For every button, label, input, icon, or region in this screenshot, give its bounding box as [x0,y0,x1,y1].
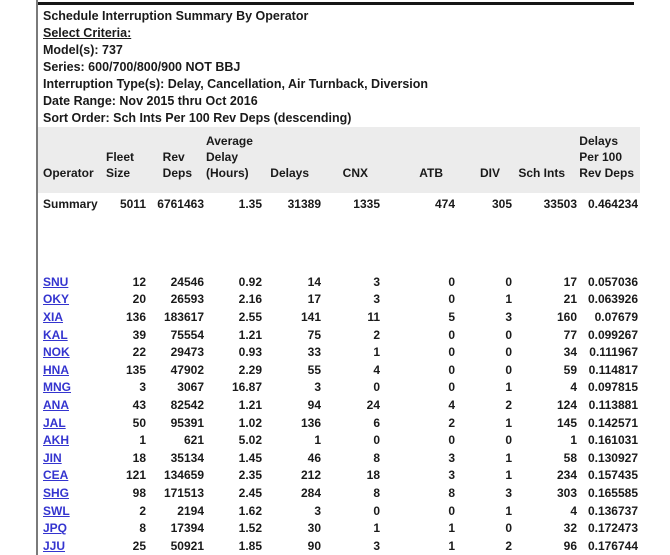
col-header-sch_ints [514,127,579,193]
cell-div: 3 [505,309,512,324]
cell-avg_delay_hours: 0.92 [238,274,262,289]
operator-row-SWL [38,502,640,520]
cell-sch_ints: 124 [556,397,577,412]
cell-operator [38,484,102,502]
cell-delays_per_100_rev_deps: 0.165585 [587,485,638,500]
cell-delays: 141 [300,309,321,324]
operator-row-SNU [38,273,640,291]
page-title: Schedule Interruption Summary By Operator [43,9,309,23]
col-header-line: ATB [419,166,443,180]
operator-row-JJU [38,537,640,555]
cell-rev_deps: 95391 [170,415,204,430]
cell-atb: 0 [448,362,455,377]
cell-delays_per_100_rev_deps: 0.157435 [587,468,638,483]
cell-fleet_size: 12 [132,274,146,289]
report-header [38,0,670,127]
cell-fleet_size: 39 [132,327,146,342]
cell-delays: 212 [300,468,321,483]
cell-cnx: 1 [373,345,380,360]
cell-fleet_size: 50 [132,415,146,430]
operator-link[interactable]: AKH [43,433,69,448]
cell-atb: 474 [434,197,455,211]
cell-div: 0 [505,345,512,360]
cell-rev_deps: 26593 [170,292,204,307]
cell-delays_per_100_rev_deps: 0.113881 [588,397,638,412]
cell-cnx: 6 [373,415,380,430]
cell-delays: 3 [314,503,321,518]
cell-cnx: 2 [373,327,380,342]
interruption-summary-table [38,127,640,555]
cell-sch_ints: 32 [563,521,577,536]
cell-rev_deps: 134659 [163,468,204,483]
col-header-delays [264,127,323,193]
col-header-line: Per 100 [579,150,622,164]
cell-operator [38,308,102,326]
cell-delays_per_100_rev_deps: 0.099267 [587,327,638,342]
cell-delays_per_100_rev_deps: 0.464234 [587,197,638,211]
cell-delays_per_100_rev_deps: 0.057036 [587,274,638,289]
cell-fleet_size: 20 [132,292,146,307]
header-row [38,127,640,193]
cell-delays: 46 [307,450,321,465]
operator-link[interactable]: HNA [43,362,69,377]
cell-div: 2 [505,538,512,553]
cell-sch_ints: 145 [556,415,577,430]
cell-avg_delay_hours: 16.87 [231,380,262,395]
cell-delays: 75 [307,327,321,342]
cell-div: 1 [505,380,512,395]
cell-cnx: 18 [366,468,380,483]
cell-fleet_size: 8 [139,521,146,536]
cell-rev_deps: 2194 [177,503,204,518]
cell-avg_delay_hours: 1.21 [238,327,262,342]
cell-atb: 0 [448,503,455,518]
cell-sch_ints: 4 [570,380,577,395]
cell-avg_delay_hours: 5.02 [238,433,262,448]
operator-row-OKY [38,291,640,309]
cell-avg_delay_hours: 2.29 [238,362,262,377]
cell-operator [38,537,102,555]
col-header-atb [382,127,457,193]
cell-div: 1 [505,503,512,518]
cell-delays_per_100_rev_deps: 0.063926 [587,292,638,307]
cell-sch_ints: 303 [556,485,577,500]
cell-rev_deps: 183617 [163,309,204,324]
cell-operator [38,502,102,520]
table-body [38,193,640,555]
cell-operator [38,431,102,449]
cell-cnx: 3 [373,538,380,553]
summary-row [38,193,640,215]
cell-div: 0 [505,433,512,448]
operator-link[interactable]: OKY [43,292,70,307]
operator-row-HNA [38,361,640,379]
operator-row-AKH [38,431,640,449]
cell-fleet_size: 98 [132,485,146,500]
cell-avg_delay_hours: 1.62 [238,503,262,518]
cell-avg_delay_hours: 1.02 [238,415,262,430]
cell-operator [38,326,102,344]
cell-div: 1 [505,450,512,465]
operator-link[interactable]: JPQ [43,521,68,536]
cell-fleet_size: 3 [139,380,146,395]
cell-fleet_size: 18 [132,450,146,465]
cell-rev_deps: 47902 [170,362,204,377]
cell-avg_delay_hours: 1.21 [238,397,262,412]
cell-sch_ints: 160 [556,309,577,324]
col-header-line: Operator [43,166,94,180]
operator-link[interactable]: JAL [43,415,66,430]
operator-link[interactable]: JIN [43,450,62,465]
cell-div: 2 [505,397,512,412]
cell-sch_ints: 58 [563,450,577,465]
cell-cnx: 3 [373,292,380,307]
cell-atb: 2 [448,415,455,430]
cell-cnx: 8 [373,485,380,500]
table-gap [38,215,640,273]
cell-fleet_size: 121 [125,468,146,483]
cell-operator [38,273,102,291]
cell-delays_per_100_rev_deps: 0.130927 [587,450,638,465]
operator-link[interactable]: NOK [43,345,70,360]
col-header-line: Rev [162,150,185,164]
col-header-line: Sch Ints [518,166,565,180]
cell-delays: 31389 [287,197,321,211]
col-header-line: Fleet [105,150,134,164]
cell-div: 1 [505,415,512,430]
operator-row-JPQ [38,519,640,537]
cell-atb: 5 [448,309,455,324]
cell-fleet_size: 43 [132,397,146,412]
cell-sch_ints: 234 [556,468,577,483]
cell-fleet_size: 135 [125,362,146,377]
cell-div: 0 [505,327,512,342]
cell-sch_ints: 34 [563,345,577,360]
cell-cnx: 1335 [353,197,380,211]
col-header-rev_deps [148,127,206,193]
cell-sch_ints: 17 [563,274,577,289]
cell-cnx: 8 [373,450,380,465]
cell-operator [38,291,102,309]
col-header-line: (Hours) [206,166,249,180]
cell-sch_ints: 33503 [543,197,577,211]
cell-delays: 136 [300,415,321,430]
cell-sch_ints: 1 [570,433,577,448]
col-header-line: Delay [206,150,239,164]
cell-delays_per_100_rev_deps: 0.176744 [587,538,638,553]
operator-row-NOK [38,343,640,361]
cell-delays: 14 [307,274,321,289]
cell-cnx: 0 [373,380,380,395]
cell-delays_per_100_rev_deps: 0.111967 [589,345,638,360]
cell-delays_per_100_rev_deps: 0.172473 [587,521,638,536]
cell-avg_delay_hours: 1.52 [238,521,262,536]
report-sheet [36,0,670,555]
cell-atb: 0 [448,292,455,307]
cell-avg_delay_hours: 2.16 [238,292,262,307]
cell-operator [38,449,102,467]
col-header-line: Delays [270,166,309,180]
cell-delays: 33 [307,345,321,360]
cell-avg_delay_hours: 1.35 [238,197,262,211]
cell-cnx: 4 [373,362,380,377]
cell-atb: 8 [448,485,455,500]
cell-avg_delay_hours: 1.45 [238,450,262,465]
cell-rev_deps: 6761463 [157,197,204,211]
cell-rev_deps: 24546 [170,274,204,289]
cell-rev_deps: 75554 [170,327,204,342]
operator-link[interactable]: SNU [43,274,69,289]
cell-rev_deps: 621 [183,433,204,448]
cell-operator: Summary [43,197,98,211]
col-header-div [457,127,514,193]
cell-operator [38,343,102,361]
operator-link[interactable]: ANA [43,397,69,412]
cell-sch_ints: 4 [570,503,577,518]
operator-link[interactable]: SWL [43,503,70,518]
cell-atb: 0 [448,327,455,342]
cell-rev_deps: 17394 [170,521,204,536]
cell-delays: 17 [307,292,321,307]
operator-link[interactable]: CEA [43,468,69,483]
cell-fleet_size: 136 [125,309,146,324]
cell-rev_deps: 35134 [170,450,204,465]
operator-row-SHG [38,484,640,502]
cell-div: 0 [505,521,512,536]
cell-sch_ints: 21 [563,292,577,307]
operator-link[interactable]: KAL [43,327,68,342]
col-header-line: Average [206,134,253,148]
criteria-series: Series: 600/700/800/900 NOT BBJ [43,60,241,74]
cell-operator [38,396,102,414]
criteria-date-range: Date Range: Nov 2015 thru Oct 2016 [43,94,258,108]
cell-rev_deps: 3067 [177,380,204,395]
operator-row-KAL [38,326,640,344]
cell-div: 1 [505,468,512,483]
cell-operator [38,519,102,537]
cell-delays_per_100_rev_deps: 0.114817 [588,362,638,377]
cell-cnx: 1 [373,521,380,536]
operator-row-ANA [38,396,640,414]
table-top-border [38,2,634,5]
col-header-fleet_size [102,127,148,193]
cell-atb: 0 [448,380,455,395]
select-criteria-heading: Select Criteria: [43,26,132,40]
operator-link[interactable]: SHG [43,485,70,500]
cell-cnx: 11 [367,309,380,324]
cell-div: 0 [505,362,512,377]
cell-fleet_size: 5011 [119,197,146,211]
cell-operator [38,379,102,397]
cell-rev_deps: 82542 [170,397,204,412]
operator-row-MNG [38,379,640,397]
operator-row-JAL [38,414,640,432]
cell-delays_per_100_rev_deps: 0.161031 [587,433,638,448]
cell-fleet_size: 1 [139,433,146,448]
col-header-line: CNX [342,166,368,180]
col-header-operator [38,127,102,193]
cell-div: 3 [505,485,512,500]
cell-sch_ints: 96 [563,538,577,553]
cell-delays_per_100_rev_deps: 0.142571 [587,415,638,430]
cell-delays: 90 [307,538,321,553]
cell-cnx: 0 [373,433,380,448]
cell-operator [38,414,102,432]
cell-fleet_size: 25 [132,538,146,553]
cell-delays: 284 [300,485,321,500]
cell-sch_ints: 77 [563,327,577,342]
col-header-avg_delay_hours [206,127,264,193]
cell-delays_per_100_rev_deps: 0.136737 [587,503,638,518]
cell-cnx: 3 [373,274,380,289]
operator-row-XIA [38,308,640,326]
operator-link[interactable]: XIA [43,309,64,324]
table-header [38,127,640,193]
cell-rev_deps: 29473 [170,345,204,360]
col-header-line: Delays [579,134,618,148]
cell-delays: 30 [307,521,321,536]
cell-rev_deps: 50921 [170,538,204,553]
cell-avg_delay_hours: 2.35 [238,468,262,483]
cell-atb: 1 [448,538,455,553]
cell-div: 0 [505,274,512,289]
operator-row-JIN [38,449,640,467]
cell-fleet_size: 22 [132,345,146,360]
cell-div: 305 [491,197,512,211]
cell-atb: 0 [448,433,455,448]
cell-avg_delay_hours: 2.45 [238,485,262,500]
cell-atb: 0 [448,274,455,289]
criteria-sort-order: Sort Order: Sch Ints Per 100 Rev Deps (descending) [43,111,352,125]
col-header-cnx [323,127,382,193]
cell-avg_delay_hours: 2.55 [238,309,262,324]
cell-div: 1 [505,292,512,307]
col-header-delays_per_100_rev_deps [579,127,640,193]
operator-link[interactable]: JJU [43,538,66,553]
col-header-line: Rev Deps [579,166,634,180]
operator-link[interactable]: MNG [43,380,71,395]
cell-delays_per_100_rev_deps: 0.097815 [587,380,638,395]
cell-atb: 1 [448,521,455,536]
operator-row-CEA [38,467,640,485]
cell-delays: 94 [307,397,321,412]
cell-operator [38,361,102,379]
cell-atb: 4 [448,397,455,412]
criteria-interruption-types: Interruption Type(s): Delay, Cancellation, Air Turnback, Diversion [43,77,429,91]
col-header-line: DIV [479,166,500,180]
cell-delays: 55 [307,362,321,377]
cell-cnx: 0 [373,503,380,518]
cell-delays_per_100_rev_deps: 0.07679 [594,309,638,324]
cell-rev_deps: 171513 [163,485,204,500]
criteria-models: Model(s): 737 [43,43,123,57]
cell-atb: 3 [448,450,455,465]
cell-cnx: 24 [366,397,380,412]
cell-avg_delay_hours: 0.93 [238,345,262,360]
cell-operator [38,467,102,485]
cell-delays: 1 [314,433,321,448]
cell-sch_ints: 59 [563,362,577,377]
cell-fleet_size: 2 [139,503,146,518]
cell-avg_delay_hours: 1.85 [238,538,262,553]
cell-atb: 0 [448,345,455,360]
col-header-line: Size [105,166,130,180]
cell-delays: 3 [314,380,321,395]
col-header-line: Deps [162,166,192,180]
cell-atb: 3 [448,468,455,483]
